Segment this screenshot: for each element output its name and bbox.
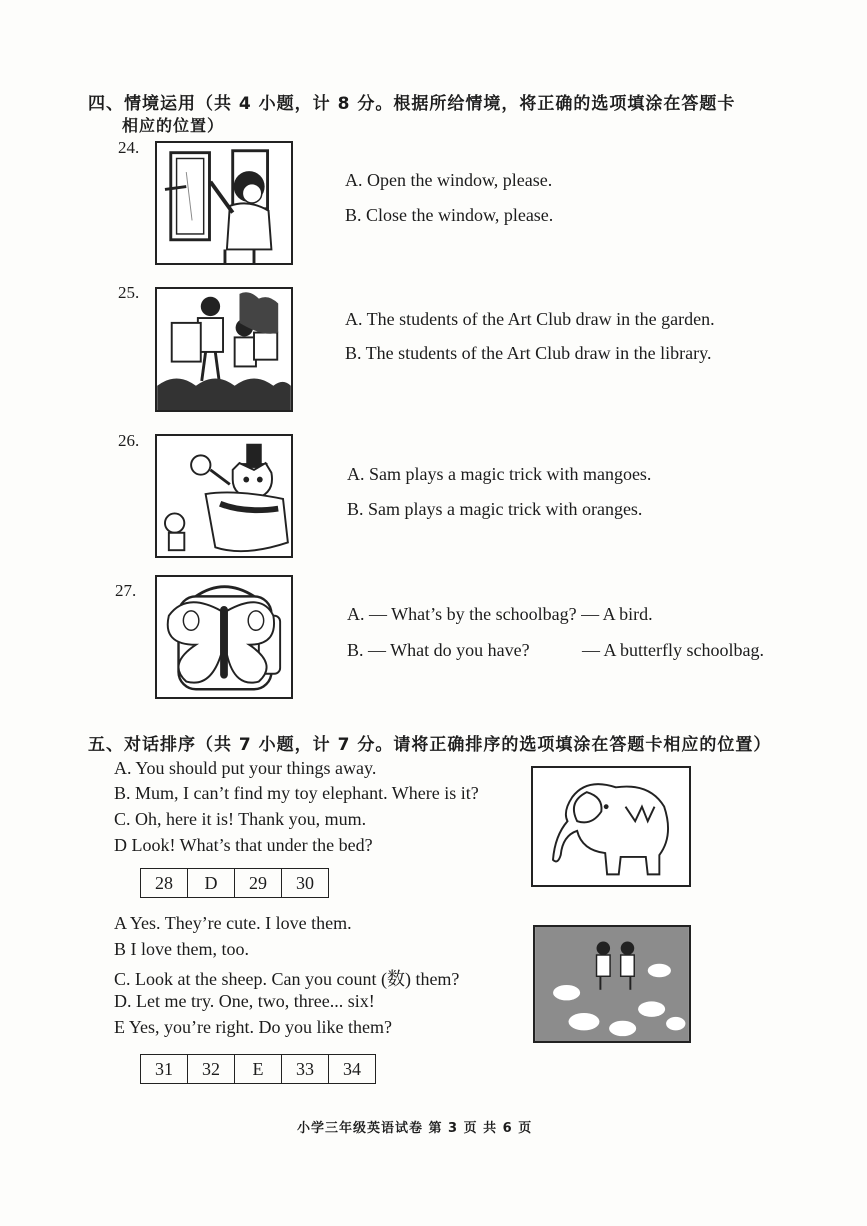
- cat-magician-illustration: [157, 436, 291, 556]
- answer-cell[interactable]: 32: [188, 1055, 235, 1083]
- window-picture: [155, 141, 293, 265]
- dialog1-line-c: C. Oh, here it is! Thank you, mum.: [114, 809, 367, 829]
- q26-option-a[interactable]: A. Sam plays a magic trick with mangoes.: [347, 464, 652, 484]
- answer-cell[interactable]: 28: [141, 869, 188, 897]
- dialog1-line-a: A. You should put your things away.: [114, 758, 377, 778]
- q25-option-b[interactable]: B. The students of the Art Club draw in the library.: [345, 343, 712, 363]
- art-club-picture: [155, 287, 293, 412]
- q27-option-b-answer[interactable]: — A butterfly schoolbag.: [582, 640, 764, 660]
- dialog1-line-b: B. Mum, I can’t find my toy elephant. Where is it?: [114, 783, 479, 803]
- question-number-25: 25.: [118, 283, 140, 302]
- sheep-picture: [533, 925, 691, 1043]
- dialog2-line-a: A Yes. They’re cute. I love them.: [114, 913, 352, 933]
- girl-opening-window-illustration: [157, 143, 291, 263]
- answer-cell[interactable]: 34: [343, 1059, 361, 1079]
- answer-cell[interactable]: 31: [141, 1055, 188, 1083]
- butterfly-schoolbag-illustration: [157, 577, 291, 697]
- section4-subtitle: 相应的位置）: [122, 116, 225, 135]
- answer-cell[interactable]: 29: [235, 869, 282, 897]
- section5-title: 五、对话排序（共 7 小题，计 7 分。请将正确排序的选项填涂在答题卡相应的位置）: [88, 735, 772, 755]
- dialog2-answer-boxes: [140, 1054, 376, 1084]
- answer-cell: D: [188, 869, 235, 897]
- q24-option-b[interactable]: B. Close the window, please.: [345, 205, 554, 225]
- dialog1-answer-boxes: [140, 868, 329, 898]
- q27-option-a[interactable]: A. — What’s by the schoolbag? — A bird.: [347, 604, 653, 624]
- magic-trick-picture: [155, 434, 293, 558]
- page-footer: 小学三年级英语试卷 第 3 页 共 6 页: [297, 1121, 533, 1136]
- students-drawing-in-garden-illustration: [157, 289, 291, 410]
- q24-option-a[interactable]: A. Open the window, please.: [345, 170, 553, 190]
- children-counting-sheep-illustration: [535, 927, 689, 1041]
- answer-cell[interactable]: 30: [296, 873, 314, 893]
- dialog2-line-b: B I love them, too.: [114, 939, 249, 959]
- question-number-24: 24.: [118, 138, 140, 157]
- dialog2-line-e: E Yes, you’re right. Do you like them?: [114, 1017, 392, 1037]
- answer-cell: E: [235, 1055, 282, 1083]
- section4-title: 四、情境运用（共 4 小题，计 8 分。根据所给情境，将正确的选项填涂在答题卡: [88, 94, 736, 114]
- dialog2-line-c: C. Look at the sheep. Can you count (数) them?: [114, 969, 460, 989]
- answer-cell[interactable]: 33: [282, 1055, 329, 1083]
- toy-elephant-illustration: [533, 768, 689, 885]
- question-number-27: 27.: [115, 581, 137, 600]
- q27-option-b-question[interactable]: B. — What do you have?: [347, 640, 530, 660]
- question-number-26: 26.: [118, 431, 140, 450]
- dialog2-line-d: D. Let me try. One, two, three... six!: [114, 991, 375, 1011]
- q25-option-a[interactable]: A. The students of the Art Club draw in the garden.: [345, 309, 715, 329]
- q26-option-b[interactable]: B. Sam plays a magic trick with oranges.: [347, 499, 643, 519]
- schoolbag-picture: [155, 575, 293, 699]
- dialog1-line-d: D Look! What’s that under the bed?: [114, 835, 373, 855]
- elephant-picture: [531, 766, 691, 887]
